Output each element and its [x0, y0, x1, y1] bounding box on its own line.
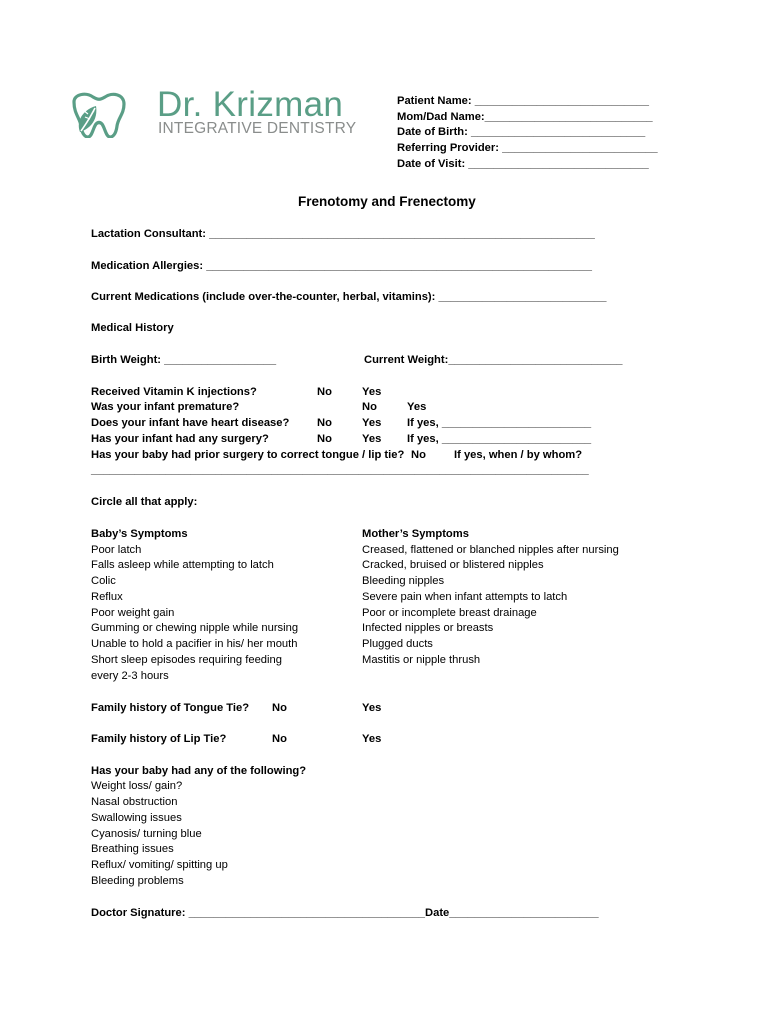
heart-disease-yes-option[interactable]: Yes — [362, 417, 382, 429]
list-item[interactable]: Swallowing issues — [91, 812, 182, 824]
list-item[interactable]: Poor or incomplete breast drainage — [362, 607, 537, 619]
medical-history-heading: Medical History — [91, 322, 174, 334]
tooth-leaf-icon — [68, 92, 130, 138]
list-item[interactable]: Short sleep episodes requiring feeding — [91, 654, 282, 666]
list-item[interactable]: Bleeding problems — [91, 875, 184, 887]
prior-tie-surgery-details-field[interactable]: If yes, when / by whom? — [454, 449, 583, 461]
premature-no-option[interactable]: No — [362, 401, 377, 413]
patient-name-field[interactable]: Patient Name: ____________________________ — [397, 95, 649, 107]
lip-tie-no-option[interactable]: No — [272, 733, 287, 745]
parent-name-field[interactable]: Mom/Dad Name:___________________________ — [397, 111, 653, 123]
practice-name: Dr. Krizman — [157, 85, 344, 124]
list-item[interactable]: Poor weight gain — [91, 607, 175, 619]
lip-tie-yes-option[interactable]: Yes — [362, 733, 382, 745]
heart-disease-question: Does your infant have heart disease? — [91, 417, 290, 429]
circle-all-instruction: Circle all that apply: — [91, 496, 198, 508]
list-item[interactable]: Infected nipples or breasts — [362, 622, 494, 634]
surgery-question: Has your infant had any surgery? — [91, 433, 269, 445]
premature-question: Was your infant premature? — [91, 401, 240, 413]
list-item[interactable]: Nasal obstruction — [91, 796, 178, 808]
list-item[interactable]: Reflux — [91, 591, 123, 603]
surgery-yes-option[interactable]: Yes — [362, 433, 382, 445]
date-of-birth-field[interactable]: Date of Birth: ____________________________ — [397, 126, 646, 138]
following-conditions-heading: Has your baby had any of the following? — [91, 765, 307, 777]
surgery-details-field[interactable]: If yes, ________________________ — [407, 433, 592, 445]
birth-weight-field[interactable]: Birth Weight: __________________ — [91, 354, 277, 366]
list-item[interactable]: Cyanosis/ turning blue — [91, 828, 202, 840]
prior-surgery-answer-line[interactable]: ________________________________________________________________________________ — [91, 464, 589, 476]
list-item[interactable]: Reflux/ vomiting/ spitting up — [91, 859, 228, 871]
current-weight-field[interactable]: Current Weight:____________________________ — [364, 354, 623, 366]
list-item[interactable]: Severe pain when infant attempts to latch — [362, 591, 568, 603]
lip-tie-history-question: Family history of Lip Tie? — [91, 733, 227, 745]
list-item: every 2-3 hours — [91, 670, 169, 682]
tongue-tie-history-question: Family history of Tongue Tie? — [91, 702, 250, 714]
tongue-tie-yes-option[interactable]: Yes — [362, 702, 382, 714]
medication-allergies-field[interactable]: Medication Allergies: ______________________________________________________________ — [91, 260, 592, 272]
list-item[interactable]: Colic — [91, 575, 116, 587]
list-item[interactable]: Gumming or chewing nipple while nursing — [91, 622, 299, 634]
list-item[interactable]: Mastitis or nipple thrush — [362, 654, 481, 666]
list-item[interactable]: Poor latch — [91, 544, 142, 556]
current-medications-field[interactable]: Current Medications (include over-the-counter, herbal, vitamins): ___________________________ — [91, 291, 607, 303]
referring-provider-field[interactable]: Referring Provider: _________________________ — [397, 142, 658, 154]
surgery-no-option[interactable]: No — [317, 433, 332, 445]
list-item[interactable]: Bleeding nipples — [362, 575, 445, 587]
date-of-visit-field[interactable]: Date of Visit: _____________________________ — [397, 158, 649, 170]
baby-symptoms-heading: Baby’s Symptoms — [91, 528, 188, 540]
list-item[interactable]: Falls asleep while attempting to latch — [91, 559, 274, 571]
practice-subtitle: INTEGRATIVE DENTISTRY — [158, 120, 357, 137]
prior-tie-surgery-no-option[interactable]: No — [411, 449, 426, 461]
vitamin-k-question: Received Vitamin K injections? — [91, 386, 257, 398]
prior-tie-surgery-question: Has your baby had prior surgery to correct tongue / lip tie? — [91, 449, 405, 461]
vitamin-k-no-option[interactable]: No — [317, 386, 332, 398]
list-item[interactable]: Weight loss/ gain? — [91, 780, 183, 792]
list-item[interactable]: Breathing issues — [91, 843, 174, 855]
heart-disease-no-option[interactable]: No — [317, 417, 332, 429]
list-item[interactable]: Unable to hold a pacifier in his/ her mouth — [91, 638, 298, 650]
page-title: Frenotomy and Frenectomy — [298, 194, 476, 209]
heart-disease-details-field[interactable]: If yes, ________________________ — [407, 417, 592, 429]
list-item[interactable]: Creased, flattened or blanched nipples after nursing — [362, 544, 619, 556]
tongue-tie-no-option[interactable]: No — [272, 702, 287, 714]
vitamin-k-yes-option[interactable]: Yes — [362, 386, 382, 398]
doctor-signature-field[interactable]: Doctor Signature: ______________________________________Date________________________ — [91, 907, 599, 919]
lactation-consultant-field[interactable]: Lactation Consultant: ______________________________________________________________ — [91, 228, 595, 240]
mother-symptoms-heading: Mother’s Symptoms — [362, 528, 469, 540]
list-item[interactable]: Plugged ducts — [362, 638, 433, 650]
premature-yes-option[interactable]: Yes — [407, 401, 427, 413]
list-item[interactable]: Cracked, bruised or blistered nipples — [362, 559, 544, 571]
